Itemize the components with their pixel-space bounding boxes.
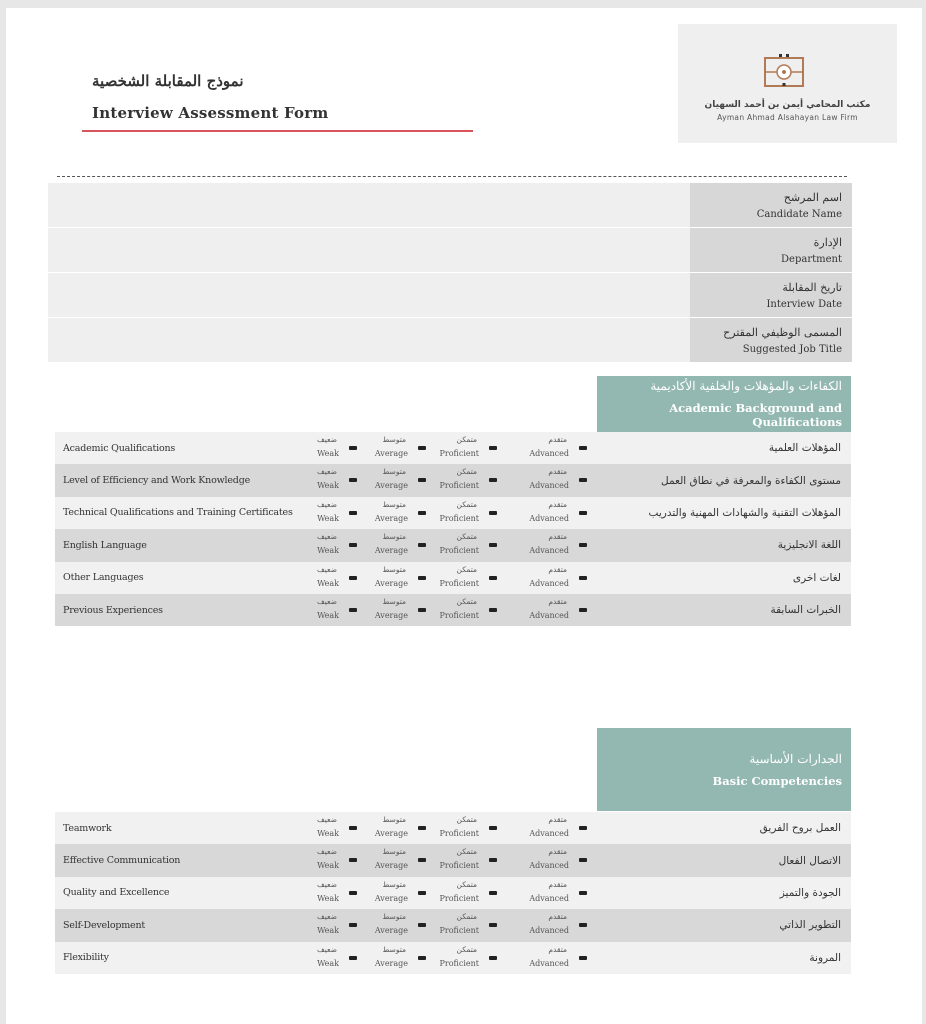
rating-checkbox[interactable] (489, 826, 497, 830)
option-label-english: Advanced (529, 481, 569, 491)
info-label-arabic: الإدارة (813, 235, 842, 249)
option-label-arabic: ضعيف (316, 879, 337, 889)
option-label-english: Average (374, 893, 408, 903)
option-label-english: Proficient (439, 578, 479, 588)
option-label-arabic: متقدم (548, 499, 567, 509)
rating-option-proficient (427, 909, 497, 941)
rating-option-weak (287, 529, 357, 561)
rating-checkbox[interactable] (489, 478, 497, 482)
rating-option-proficient (427, 942, 497, 974)
rating-option-advanced (517, 942, 587, 974)
criterion-label-english: Academic Qualifications (63, 442, 176, 454)
rating-option-proficient (427, 594, 497, 626)
rating-checkbox[interactable] (349, 478, 357, 482)
rating-checkbox[interactable] (579, 826, 587, 830)
law-firm-emblem-icon (764, 52, 804, 88)
criterion-label-english: Quality and Excellence (63, 887, 170, 899)
option-label-arabic: متمكن (456, 815, 477, 824)
criterion-label-arabic: اللغة الانجليزية (777, 539, 841, 552)
rating-option-average (356, 844, 426, 876)
interview-date-field[interactable] (48, 273, 690, 317)
criterion-label-arabic: لغات اخرى (792, 571, 841, 584)
rating-option-advanced (517, 812, 587, 844)
option-label-arabic: ضعيف (316, 815, 337, 824)
rating-checkbox[interactable] (579, 511, 587, 515)
rating-option-average (356, 594, 426, 626)
criterion-label-arabic: المؤهلات العلمية (768, 442, 841, 455)
info-label-english: Candidate Name (756, 208, 842, 220)
option-label-english: Average (374, 829, 408, 838)
rating-checkbox[interactable] (579, 891, 587, 895)
rating-checkbox[interactable] (418, 923, 426, 927)
form-title-english: Interview Assessment Form (92, 104, 329, 122)
form-title-arabic: نموذج المقابلة الشخصية (92, 72, 244, 90)
rating-option-proficient (427, 562, 497, 594)
option-label-english: Advanced (529, 861, 569, 871)
option-label-arabic: متقدم (548, 467, 567, 477)
option-label-arabic: متمكن (456, 944, 477, 954)
rating-checkbox[interactable] (418, 608, 426, 612)
rating-checkbox[interactable] (418, 511, 426, 515)
option-label-english: Average (374, 926, 408, 936)
option-label-english: Advanced (529, 513, 569, 523)
rating-option-weak (287, 877, 357, 909)
option-label-arabic: ضعيف (316, 944, 337, 954)
info-label (690, 273, 852, 317)
rating-checkbox[interactable] (418, 543, 426, 547)
option-label-english: Advanced (529, 893, 569, 903)
title-underline (82, 130, 473, 132)
option-label-english: Proficient (439, 449, 479, 458)
option-label-arabic: متمكن (456, 532, 477, 542)
rating-checkbox[interactable] (349, 891, 357, 895)
rating-checkbox[interactable] (349, 543, 357, 547)
criterion-label-english: Effective Communication (63, 855, 181, 867)
rating-option-weak (287, 562, 357, 594)
section-header-academic (597, 376, 851, 432)
rating-checkbox[interactable] (489, 511, 497, 515)
rating-checkbox[interactable] (489, 576, 497, 580)
option-label-arabic: ضعيف (316, 532, 337, 542)
rating-option-proficient (427, 877, 497, 909)
rating-option-proficient (427, 844, 497, 876)
info-label (690, 183, 852, 227)
rating-checkbox[interactable] (579, 608, 587, 612)
section-title-english: Basic Competencies (712, 773, 842, 788)
option-label-english: Average (374, 861, 408, 871)
rating-row (55, 844, 851, 876)
candidate-name-field[interactable] (48, 183, 690, 227)
rating-option-average (356, 432, 426, 464)
rating-checkbox[interactable] (418, 446, 426, 450)
rating-checkbox[interactable] (418, 956, 426, 960)
criterion-label-english: English Language (63, 539, 147, 551)
rating-option-advanced (517, 844, 587, 876)
rating-option-advanced (517, 432, 587, 464)
option-label-arabic: متمكن (456, 467, 477, 477)
option-label-english: Advanced (529, 546, 569, 556)
rating-option-average (356, 464, 426, 496)
option-label-arabic: متقدم (548, 847, 567, 857)
option-label-english: Proficient (439, 610, 479, 620)
rating-checkbox[interactable] (418, 858, 426, 862)
rating-option-advanced (517, 909, 587, 941)
info-label (690, 228, 852, 272)
option-label-arabic: ضعيف (316, 499, 337, 509)
option-label-arabic: متوسط (382, 564, 406, 574)
option-label-arabic: متقدم (548, 944, 567, 954)
rating-row (55, 909, 851, 941)
criterion-label-arabic: الاتصال الفعال (778, 854, 841, 867)
option-label-arabic: متقدم (548, 879, 567, 889)
rating-row (55, 497, 851, 529)
rating-checkbox[interactable] (349, 826, 357, 830)
option-label-english: Proficient (439, 829, 479, 838)
law-firm-logo (678, 24, 897, 143)
option-label-arabic: متمكن (456, 879, 477, 889)
option-label-arabic: متوسط (382, 467, 406, 477)
option-label-arabic: ضعيف (316, 847, 337, 857)
rating-option-advanced (517, 529, 587, 561)
criterion-label-english: Previous Experiences (63, 604, 163, 616)
option-label-english: Proficient (439, 893, 479, 903)
option-label-arabic: متوسط (382, 879, 406, 889)
info-label-english: Interview Date (766, 298, 842, 310)
option-label-english: Advanced (529, 958, 569, 968)
option-label-english: Weak (317, 926, 339, 936)
option-label-english: Weak (317, 610, 339, 620)
rating-option-weak (287, 432, 357, 464)
academic-rating-table (55, 432, 851, 626)
option-label-arabic: متقدم (548, 912, 567, 922)
rating-row (55, 812, 851, 844)
option-label-arabic: متمكن (456, 912, 477, 922)
option-label-english: Proficient (439, 513, 479, 523)
rating-option-average (356, 812, 426, 844)
option-label-english: Weak (317, 513, 339, 523)
rating-option-average (356, 497, 426, 529)
rating-option-average (356, 877, 426, 909)
option-label-english: Average (374, 610, 408, 620)
rating-checkbox[interactable] (489, 446, 497, 450)
competencies-rating-table (55, 812, 851, 974)
option-label-arabic: متقدم (548, 596, 567, 606)
rating-checkbox[interactable] (418, 826, 426, 830)
rating-checkbox[interactable] (349, 956, 357, 960)
section-header-competencies (597, 728, 851, 811)
option-label-english: Average (374, 449, 408, 458)
info-label-arabic: اسم المرشح (783, 190, 842, 204)
rating-checkbox[interactable] (579, 576, 587, 580)
rating-option-weak (287, 464, 357, 496)
option-label-english: Proficient (439, 958, 479, 968)
option-label-arabic: متمكن (456, 564, 477, 574)
rating-checkbox[interactable] (489, 923, 497, 927)
option-label-arabic: متوسط (382, 435, 406, 444)
option-label-english: Proficient (439, 861, 479, 871)
option-label-arabic: متقدم (548, 435, 567, 444)
rating-checkbox[interactable] (579, 923, 587, 927)
rating-checkbox[interactable] (489, 891, 497, 895)
option-label-english: Average (374, 578, 408, 588)
option-label-arabic: متمكن (456, 499, 477, 509)
rating-row (55, 432, 851, 464)
option-label-arabic: متقدم (548, 564, 567, 574)
rating-checkbox[interactable] (579, 543, 587, 547)
section-title-arabic: الجدارات الأساسية (749, 751, 842, 766)
rating-option-advanced (517, 877, 587, 909)
criterion-label-english: Level of Efficiency and Work Knowledge (63, 475, 250, 487)
rating-checkbox[interactable] (418, 478, 426, 482)
rating-option-proficient (427, 812, 497, 844)
rating-option-weak (287, 909, 357, 941)
criterion-label-arabic: مستوى الكفاءة والمعرفة في نطاق العمل (661, 474, 841, 487)
criterion-label-english: Other Languages (63, 572, 144, 584)
option-label-english: Advanced (529, 926, 569, 936)
rating-checkbox[interactable] (349, 576, 357, 580)
option-label-arabic: متقدم (548, 532, 567, 542)
rating-option-advanced (517, 464, 587, 496)
rating-checkbox[interactable] (349, 608, 357, 612)
option-label-english: Weak (317, 829, 339, 838)
rating-checkbox[interactable] (418, 891, 426, 895)
option-label-arabic: متمكن (456, 847, 477, 857)
option-label-english: Advanced (529, 610, 569, 620)
rating-option-average (356, 529, 426, 561)
option-label-english: Average (374, 958, 408, 968)
divider (57, 176, 847, 177)
rating-option-average (356, 562, 426, 594)
criterion-label-arabic: الخبرات السابقة (770, 604, 841, 617)
option-label-arabic: متوسط (382, 596, 406, 606)
rating-option-advanced (517, 497, 587, 529)
rating-checkbox[interactable] (489, 608, 497, 612)
criterion-label-english: Self-Development (63, 919, 145, 931)
rating-option-proficient (427, 529, 497, 561)
rating-checkbox[interactable] (489, 543, 497, 547)
criterion-label-english: Technical Qualifications and Training Certificates (63, 507, 293, 519)
job-title-field[interactable] (48, 318, 690, 362)
info-row (48, 273, 852, 318)
option-label-english: Average (374, 546, 408, 556)
option-label-english: Weak (317, 861, 339, 871)
info-label-english: Department (781, 253, 842, 265)
rating-option-weak (287, 942, 357, 974)
option-label-arabic: متوسط (382, 944, 406, 954)
option-label-english: Average (374, 513, 408, 523)
logo-text-english: Ayman Ahmad Alsahayan Law Firm (717, 113, 858, 122)
criterion-label-english: Flexibility (63, 952, 109, 964)
rating-checkbox[interactable] (489, 858, 497, 862)
rating-checkbox[interactable] (349, 511, 357, 515)
info-row (48, 228, 852, 273)
rating-option-weak (287, 812, 357, 844)
option-label-english: Weak (317, 449, 339, 458)
criterion-label-arabic: المؤهلات التقنية والشهادات المهنية والتدريب (648, 506, 841, 519)
option-label-arabic: متوسط (382, 499, 406, 509)
option-label-arabic: ضعيف (316, 912, 337, 922)
info-label-arabic: المسمى الوظيفي المقترح (723, 325, 842, 339)
candidate-info-table (48, 183, 852, 363)
rating-checkbox[interactable] (349, 923, 357, 927)
option-label-english: Weak (317, 893, 339, 903)
rating-option-average (356, 909, 426, 941)
rating-checkbox[interactable] (349, 858, 357, 862)
option-label-arabic: متمكن (456, 435, 477, 444)
section-title-english: Academic Background and Qualifications (669, 401, 842, 429)
criterion-label-arabic: العمل بروح الفريق (759, 822, 841, 835)
info-label (690, 318, 852, 362)
rating-checkbox[interactable] (579, 858, 587, 862)
option-label-english: Weak (317, 578, 339, 588)
option-label-english: Weak (317, 546, 339, 556)
option-label-english: Average (374, 481, 408, 491)
rating-option-proficient (427, 464, 497, 496)
rating-option-weak (287, 497, 357, 529)
rating-checkbox[interactable] (489, 956, 497, 960)
rating-option-proficient (427, 497, 497, 529)
info-label-arabic: تاريخ المقابلة (782, 280, 842, 294)
form-page (6, 8, 922, 1024)
option-label-arabic: ضعيف (316, 435, 337, 444)
option-label-english: Advanced (529, 829, 569, 838)
rating-row (55, 877, 851, 909)
rating-option-proficient (427, 432, 497, 464)
option-label-arabic: ضعيف (316, 564, 337, 574)
info-row (48, 183, 852, 228)
section-title-arabic: الكفاءات والمؤهلات والخلفية الأكاديمية (650, 379, 842, 393)
criterion-label-arabic: الجودة والتميز (779, 886, 841, 899)
option-label-arabic: ضعيف (316, 467, 337, 477)
rating-row (55, 464, 851, 496)
option-label-english: Proficient (439, 546, 479, 556)
rating-option-weak (287, 844, 357, 876)
option-label-arabic: متوسط (382, 912, 406, 922)
criterion-label-arabic: التطوير الذاتي (779, 919, 841, 932)
option-label-english: Proficient (439, 481, 479, 491)
option-label-english: Advanced (529, 578, 569, 588)
criterion-label-english: Teamwork (63, 822, 112, 834)
rating-row (55, 594, 851, 626)
rating-checkbox[interactable] (349, 446, 357, 450)
rating-option-weak (287, 594, 357, 626)
option-label-english: Weak (317, 958, 339, 968)
option-label-arabic: متوسط (382, 532, 406, 542)
option-label-arabic: متقدم (548, 815, 567, 824)
option-label-arabic: متوسط (382, 815, 406, 824)
option-label-arabic: متمكن (456, 596, 477, 606)
option-label-english: Weak (317, 481, 339, 491)
rating-option-average (356, 942, 426, 974)
info-label-english: Suggested Job Title (742, 343, 842, 355)
rating-checkbox[interactable] (579, 478, 587, 482)
criterion-label-arabic: المرونة (809, 951, 841, 964)
rating-row (55, 529, 851, 561)
rating-row (55, 942, 851, 974)
rating-row (55, 562, 851, 594)
rating-option-advanced (517, 562, 587, 594)
rating-checkbox[interactable] (579, 446, 587, 450)
option-label-arabic: متوسط (382, 847, 406, 857)
rating-checkbox[interactable] (418, 576, 426, 580)
option-label-arabic: ضعيف (316, 596, 337, 606)
option-label-english: Proficient (439, 926, 479, 936)
rating-checkbox[interactable] (579, 956, 587, 960)
logo-text-arabic: مكتب المحامي أيمن بن أحمد السهيان (704, 100, 871, 110)
department-field[interactable] (48, 228, 690, 272)
info-row (48, 318, 852, 363)
rating-option-advanced (517, 594, 587, 626)
option-label-english: Advanced (529, 449, 569, 458)
